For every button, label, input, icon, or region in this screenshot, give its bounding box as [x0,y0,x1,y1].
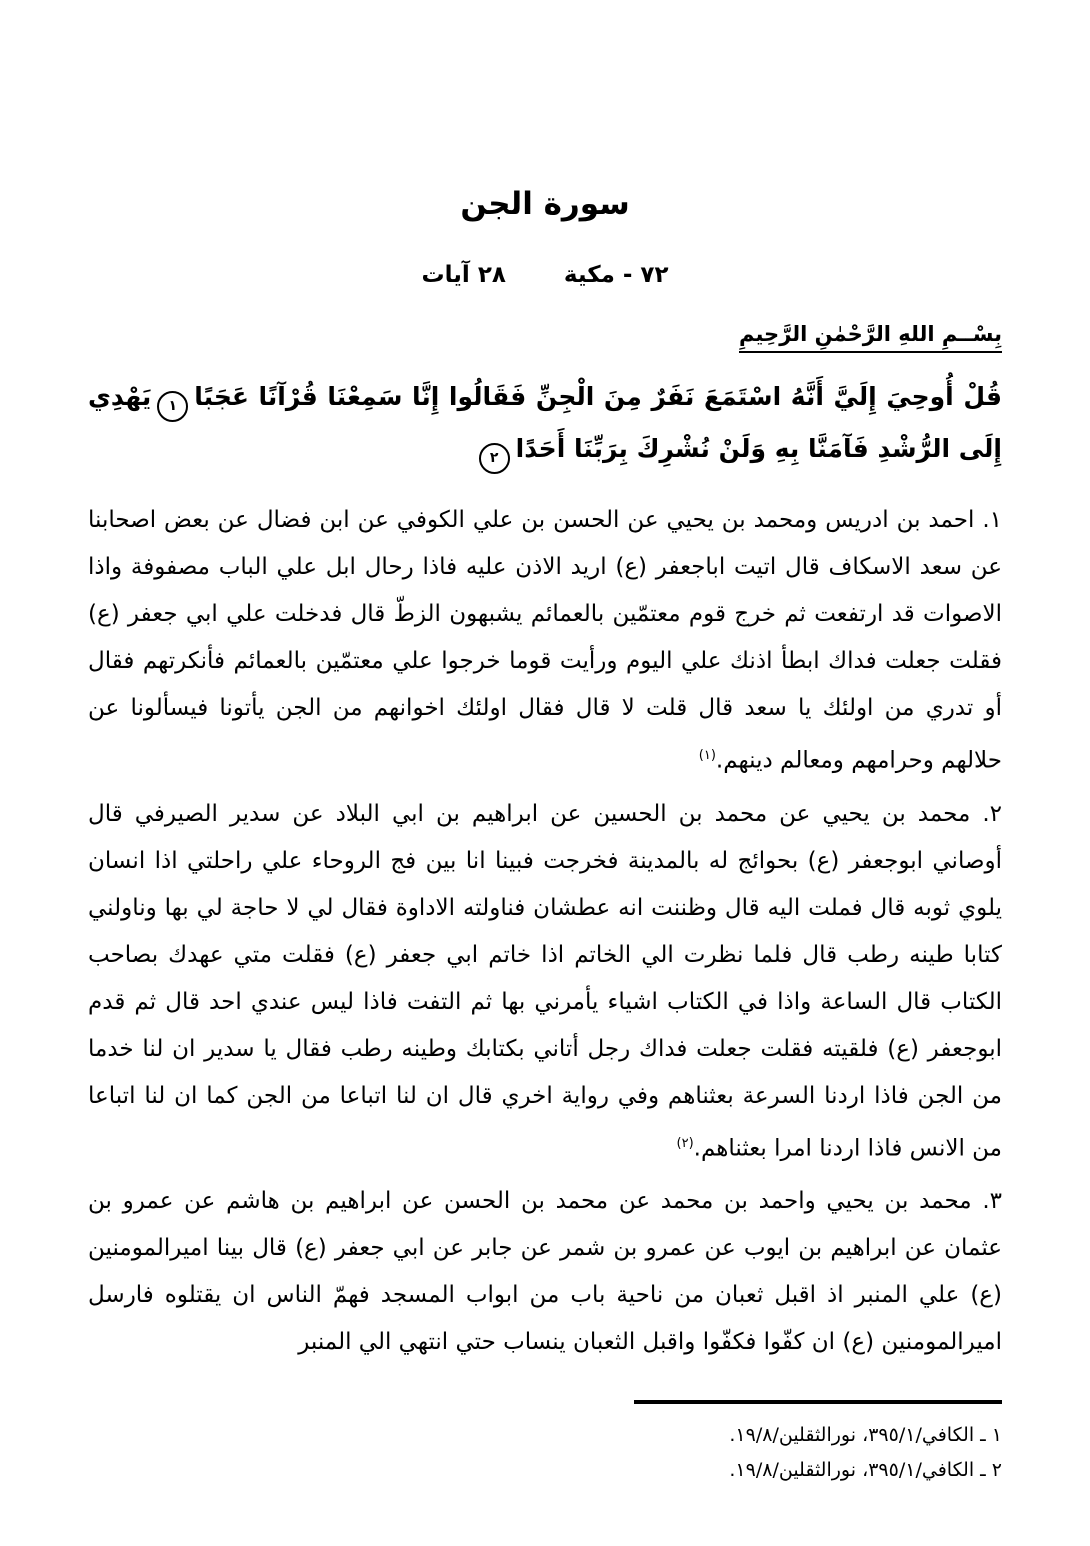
footnote-2: ٢ ـ الكافي/٣٩٥/١، نورالثقلين/١٩/٨. [729,1459,1002,1481]
footnote-ref-1: (١) [698,748,716,763]
surah-number-and-type: ٧٢ - مكية [563,262,669,288]
hadith-1-text: ١. احمد بن ادريس ومحمد بن يحيي عن الحسن بن علي الكوفي عن ابن فضال عن بعض اصحابنا عن سعد الاسكاف قال اتيت اباجعفر (ع) اريد الاذن عليه فاذا رحال ابل علي الباب مصفوفة واذا الاصوات قد ارتفعت ثم خرج قوم معتمّين بالعمائم يشبهون الزطّ قال فدخلت علي ابي جعفر (ع) فقلت جعلت فداك ابطأ اذنك علي اليوم ورأيت قوما خرجوا علي معتمّين بالعمائم فأنكرتهم فقال أو تدري من اولئك يا سعد قال قلت لا قال فقال اولئك اخوانهم من الجن يأتونا فيسألونا عن حلالهم وحرامهم ومعالم دينهم. [88,507,1002,774]
footnotes-list [88,1418,1002,1488]
verse-1-text: قُلْ أُوحِيَ إِلَيَّ أَنَّهُ اسْتَمَعَ نَفَرٌ مِنَ الْجِنِّ فَقَالُوا إِنَّا سَمِعْنَا قُرْآنًا عَجَبًا [194,382,1002,411]
verse-1-number-badge: ١ [157,391,188,422]
verse-2-text: يَهْدِي إِلَى الرُّشْدِ فَآمَنَّا بِهِ وَلَنْ نُشْرِكَ بِرَبِّنَا أَحَدًا [88,382,1002,463]
footnote-ref-2: (٢) [676,1135,694,1151]
hadith-paragraph-1 [88,497,1002,785]
hadith-body [0,497,1090,1366]
footnote-area [88,1400,1002,1488]
hadith-3-text: ٣. محمد بن يحيي واحمد بن محمد عن محمد بن الحسن عن ابراهيم بن هاشم عن عمرو بن عثمان عن ابراهيم بن ايوب عن عمرو بن شمر عن جابر عن ابي جعفر (ع) قال بينا اميرالمومنين (ع) علي المنبر اذ اقبل ثعبان من ناحية باب من ابواب المسجد فهمّ الناس ان يقتلوه فارسل اميرالمومنين (ع) ان كفّوا فكفّوا واقبل الثعبان ينساب حتي انتهي الي المنبر [88,1188,1002,1356]
bismillah-row [0,322,1090,353]
hadith-2-text: ٢. محمد بن يحيي عن محمد بن الحسين عن ابراهيم بن ابي البلاد عن سدير الصيرفي قال أوصاني ابوجعفر (ع) بحوائج له بالمدينة فخرجت فبينا انا بين فج الروحاء علي راحلتي اذا انسان يلوي ثوبه قال فملت اليه قال وظننت انه عطشان فناولته الاداوة فقال لي لا حاجة لي بها وناولني كتابا طينه رطب قال فلما نظرت الي الخاتم اذا خاتم ابي جعفر (ع) فقلت متي عهدك بصاحب الكتاب قال الساعة واذا في الكتاب اشياء يأمرني بها ثم التفت فاذا ليس عندي احد قال ثم قدم ابوجعفر (ع) فلقيته فقلت جعلت فداك رجل أتاني بكتابك وطينه رطب فقال يا سدير ان لنا خدما من الجن فاذا اردنا السرعة بعثناهم وفي رواية اخري قال ان لنا اتباعا من الجن كما ان لنا اتباعا من الانس فاذا اردنا امرا بعثناهم. [88,800,1002,1162]
quran-verses [0,371,1090,475]
hadith-paragraph-3 [88,1178,1002,1366]
bismillah: بِسْــمِ اللهِ الرَّحْمٰنِ الرَّحِيمِ [739,322,1002,353]
hadith-paragraph-2 [88,791,1002,1173]
ayah-count: ٢٨ آيات [421,262,506,288]
surah-subtitle [0,262,1090,288]
footnote-separator-rule [634,1400,1002,1404]
footnote-1: ١ ـ الكافي/٣٩٥/١، نورالثقلين/١٩/٨. [729,1424,1002,1446]
surah-title: سورة الجن [460,186,630,222]
verse-2-number-badge: ٢ [479,443,510,474]
